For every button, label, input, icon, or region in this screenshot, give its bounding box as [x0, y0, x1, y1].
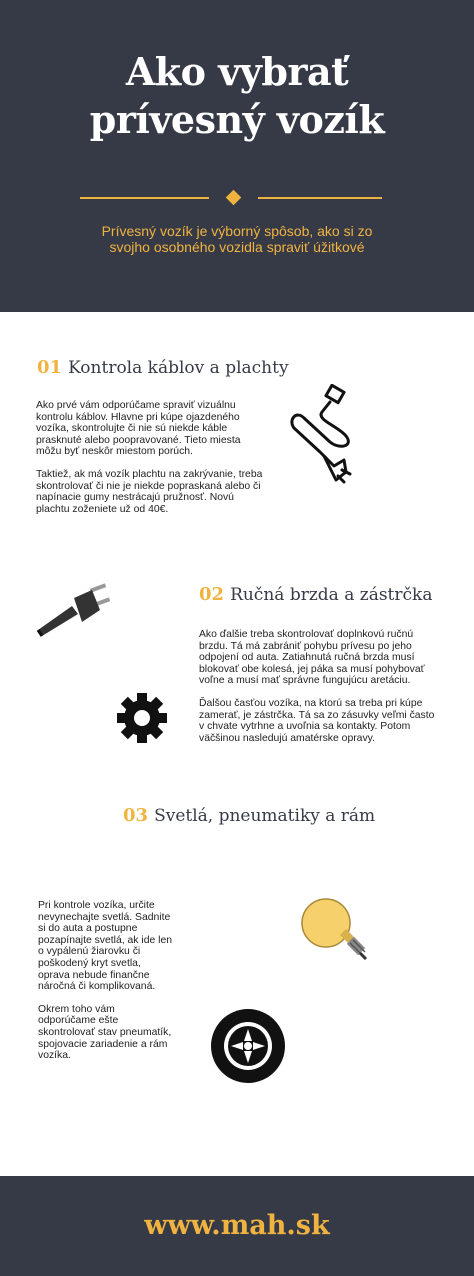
- tire-icon: [209, 1007, 287, 1085]
- diamond-ornament: [226, 190, 242, 206]
- footer-website-link[interactable]: www.mah.sk: [144, 1210, 330, 1241]
- section-number: 03: [123, 805, 149, 826]
- section-title: Svetlá, pneumatiky a rám: [154, 806, 376, 826]
- section-1-heading: [37, 357, 289, 378]
- title-line-1: Ako vybrať: [125, 49, 349, 94]
- title-line-2: prívesný vozík: [89, 97, 385, 142]
- paragraph: Taktiež, ak má vozík plachtu na zakrývanie, treba skontrolovať či nie je niekde popraskaná alebo či napínacie gumy nestrácajú pružnosť. Novú plachtu zoženiete už od 40€.: [36, 468, 263, 515]
- section-3-text: [38, 900, 172, 1073]
- section-1-text: [36, 400, 268, 526]
- subtitle: [70, 223, 404, 255]
- paragraph: Ako ďalšie treba skontrolovať doplnkovú ručnú brzdu. Tá má zabrániť pohybu prívesu po jeho odpojení od auta. Zatiahnutá ručná brzda musí blokovať obe kolesá, jej páka sa musí pohybovať voľne a musí mať správne fungujúcu aretáciu.: [199, 629, 425, 687]
- page-title: [0, 48, 474, 144]
- cable-plug-icon: [286, 384, 366, 488]
- divider-right: [258, 197, 382, 199]
- section-3-heading: [123, 805, 375, 826]
- header-banner: [0, 0, 474, 312]
- paragraph: Okrem toho vám odporúčame ešte skontrolovať stav pneumatík, spojovacie zariadenie a rám vozíka.: [38, 1003, 172, 1062]
- subtitle-line-1: Prívesný vozík je výborný spôsob, ako si zo: [101, 223, 373, 239]
- paragraph: Ako prvé vám odporúčame spraviť vizuálnu kontrolu káblov. Hlavne pri kúpe ojazdeného vozíka, skontrolujte či nie sú niekde káble prasknuté alebo poopravované. Tieto miesta môžu byť neskôr miestom porúch.: [36, 400, 241, 458]
- plug-icon: [36, 582, 112, 642]
- gear-icon: [115, 691, 169, 745]
- paragraph: Pri kontrole vozíka, určite nevynechajte svetlá. Sadnite si do auta a postupne pozapínajte svetlá, ak ide len o vypálenú žiarovku či poškodený kryt svetla, oprava nebude finančne náročná či komplikovaná.: [38, 900, 173, 993]
- section-title: Ručná brzda a zástrčka: [230, 585, 433, 605]
- divider-left: [80, 197, 209, 199]
- section-2-text: [199, 629, 441, 755]
- section-number: 01: [37, 357, 63, 378]
- footer-banner: [0, 1176, 474, 1276]
- section-number: 02: [199, 584, 225, 605]
- section-2-heading: [199, 584, 432, 605]
- light-bulb-icon: [296, 895, 372, 961]
- paragraph: Ďalšou časťou vozíka, na ktorú sa treba pri kúpe zamerať, je zástrčka. Tá sa zo zásuvky veľmi často v chvate vytrhne a uvoľnia sa kontakty. Potom väčšinou nasledujú amatérske opravy.: [199, 697, 435, 744]
- subtitle-line-2: svojho osobného vozidla spraviť úžitkové: [109, 239, 365, 255]
- section-title: Kontrola káblov a plachty: [68, 358, 289, 378]
